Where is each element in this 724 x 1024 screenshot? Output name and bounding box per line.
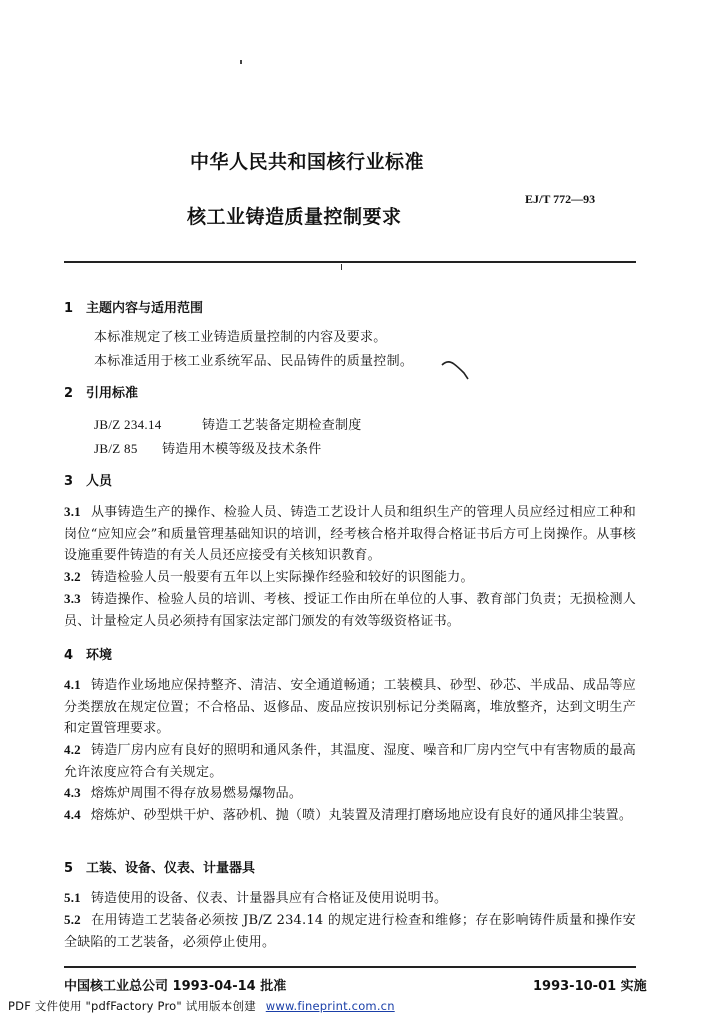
header-rule (64, 261, 636, 263)
section-4-heading: 4 环境 (64, 648, 113, 663)
clause-3-3: 3.3 铸造操作、检验人员的培训、考核、授证工作由所在单位的人事、教育部门负责；无损检测人员、计量检定人员必须持有国家法定部门颁发的有效等级资格证书。 (64, 591, 636, 629)
clause-3-2: 3.2 铸造检验人员一般要有五年以上实际操作经验和较好的识图能力。 (64, 569, 474, 585)
watermark-link[interactable]: www.fineprint.com.cn (265, 999, 395, 1013)
section-5-heading: 5 工装、设备、仪表、计量器具 (64, 861, 256, 876)
standard-organization: 中华人民共和国核行业标准 (190, 151, 425, 173)
pen-mark-icon (440, 355, 474, 381)
reference-item: JB/Z 234.14 铸造工艺装备定期检查制度 (94, 417, 362, 433)
section-1-line-1: 本标准规定了核工业铸造质量控制的内容及要求。 (94, 330, 387, 345)
section-1-line-2: 本标准适用于核工业系统军品、民品铸件的质量控制。 (94, 354, 414, 369)
implementation-date: 1993-10-01 实施 (533, 979, 647, 994)
rule-tick (341, 264, 342, 270)
section-3-heading: 3 人员 (64, 474, 113, 489)
clause-4-3: 4.3 熔炼炉周围不得存放易燃易爆物品。 (64, 785, 303, 801)
clause-3-1: 3.1 从事铸造生产的操作、检验人员、铸造工艺设计人员和组织生产的管理人员应经过相应工种和岗位“应知应会”和质量管理基础知识的培训，经考核合格并取得合格证书后方可上岗操作。从事核设施重要件铸造的有关人员还应接受有关核知识教育。 (64, 504, 636, 563)
section-2-heading: 2 引用标准 (64, 386, 139, 401)
section-1-heading: 1 主题内容与适用范围 (64, 301, 204, 316)
clause-5-1: 5.1 铸造使用的设备、仪表、计量器具应有合格证及使用说明书。 (64, 890, 448, 906)
reference-item: JB/Z 85 铸造用木模等级及技术条件 (94, 441, 322, 457)
standard-code: EJ/T 772—93 (525, 192, 596, 206)
clause-4-4: 4.4 熔炼炉、砂型烘干炉、落砂机、抛（喷）丸装置及清理打磨场地应设有良好的通风排尘装置。 (64, 807, 633, 823)
clause-4-2: 4.2 铸造厂房内应有良好的照明和通风条件，其温度、湿度、噪音和厂房内空气中有害物质的最高允许浓度应符合有关规定。 (64, 742, 636, 780)
pdf-watermark: PDF 文件使用 "pdfFactory Pro" 试用版本创建 www.fineprint.com.cn (8, 999, 395, 1013)
document-title: 核工业铸造质量控制要求 (187, 206, 402, 228)
clause-5-2: 5.2 在用铸造工艺装备必须按 JB/Z 234.14 的规定进行检查和维修；存在影响铸件质量和操作安全缺陷的工艺装备，必须停止使用。 (64, 912, 636, 950)
approval-date: 中国核工业总公司 1993-04-14 批准 (64, 979, 287, 994)
clause-4-1: 4.1 铸造作业场地应保持整齐、清洁、安全通道畅通；工装模具、砂型、砂芯、半成品、成品等应分类摆放在规定位置；不合格品、返修品、废品应按识别标记分类隔离，堆放整齐，达到文明生产和定置管理要求。 (64, 677, 636, 736)
footer-rule (64, 966, 636, 968)
